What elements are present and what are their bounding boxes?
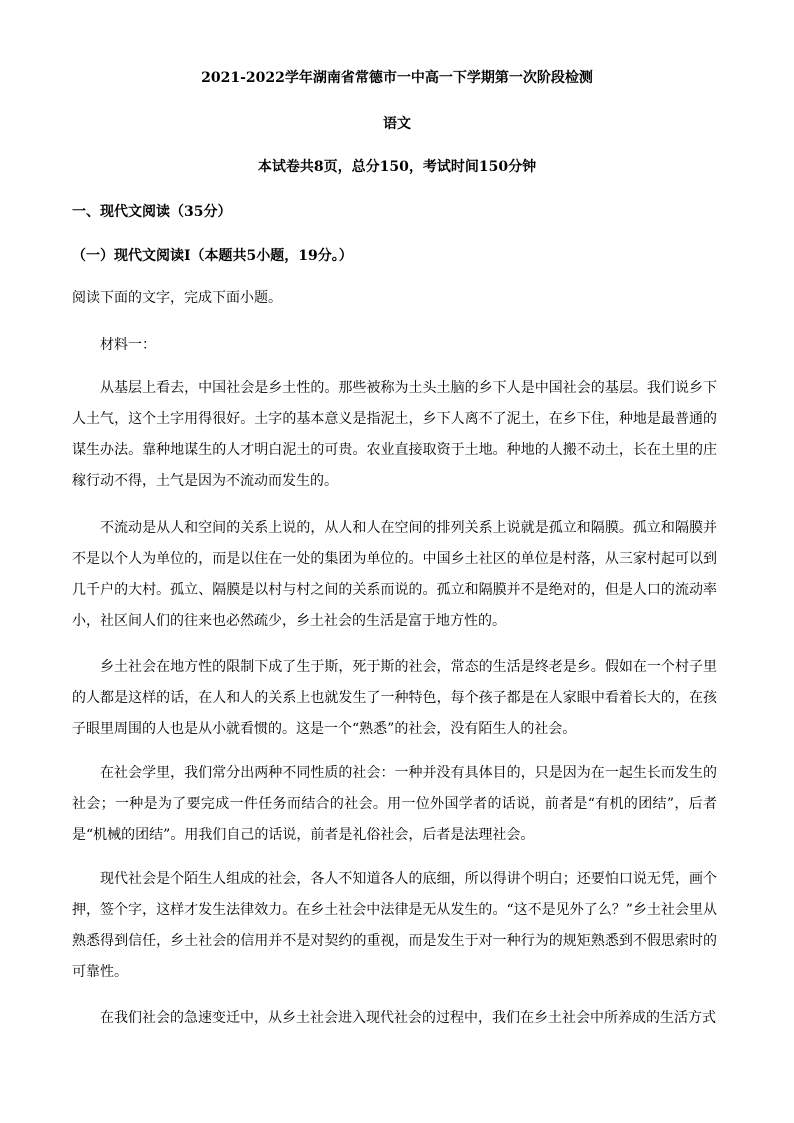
paragraph: 在我们社会的急速变迁中，从乡土社会进入现代社会的过程中，我们在乡土社会中所养成的生活方式 <box>100 1010 716 1026</box>
paragraph: 在社会学里，我们常分出两种不同性质的社会：一种并没有具体目的，只是因为在一起生长而发生的社会；一种是为了要完成一件任务而结合的社会。用一位外国学者的话说，前者是“有机的团结”，后者是“机械的团结”。用我们自己的话说，前者是礼俗社会，后者是法理社会。 <box>72 765 717 843</box>
exam-title: 2021-2022学年湖南省常德市一中高一下学期第一次阶段检测 <box>201 70 593 86</box>
subsection-heading: （一）现代文阅读Ⅰ（本题共5小题，19分。） <box>72 248 353 264</box>
subject-title: 语文 <box>383 116 411 132</box>
paragraph: 从基层上看去，中国社会是乡土性的。那些被称为土头土脑的乡下人是中国社会的基层。我们说乡下人土气，这个土字用得很好。土字的基本意义是指泥土，乡下人离不了泥土，在乡下住，种地是最普通的谋生办法。靠种地谋生的人才明白泥土的可贵。农业直接取资于土地。种地的人搬不动土，长在土里的庄稼行动不得，土气是因为不流动而发生的。 <box>72 380 717 489</box>
paragraph: 不流动是从人和空间的关系上说的，从人和人在空间的排列关系上说就是孤立和隔膜。孤立和隔膜并不是以个人为单位的，而是以住在一处的集团为单位的。中国乡土社区的单位是村落，从三家村起可以到几千户的大村。孤立、隔膜是以村与村之间的关系而说的。孤立和隔膜并不是绝对的，但是人口的流动率小，社区间人们的往来也必然疏少，乡土社会的生活是富于地方性的。 <box>72 520 717 629</box>
exam-info: 本试卷共8页，总分150，考试时间150分钟 <box>257 159 537 175</box>
material-label: 材料一： <box>100 337 156 353</box>
paragraph: 乡土社会在地方性的限制下成了生于斯，死于斯的社会，常态的生活是终老是乡。假如在一个村子里的人都是这样的话，在人和人的关系上也就发生了一种特色，每个孩子都是在人家眼中看着长大的，在孩子眼里周围的人也是从小就看惯的。这是一个“熟悉”的社会，没有陌生人的社会。 <box>72 659 717 737</box>
reading-instruction: 阅读下面的文字，完成下面小题。 <box>72 290 282 306</box>
section-heading: 一、现代文阅读（35分） <box>72 204 232 220</box>
paragraph: 现代社会是个陌生人组成的社会，各人不知道各人的底细，所以得讲个明白；还要怕口说无凭，画个押，签个字，这样才发生法律效力。在乡土社会中法律是无从发生的。“这不是见外了么？”乡土社会里从熟悉得到信任，乡土社会的信用并不是对契约的重视，而是发生于对一种行为的规矩熟悉到不假思索时的可靠性。 <box>72 871 717 980</box>
